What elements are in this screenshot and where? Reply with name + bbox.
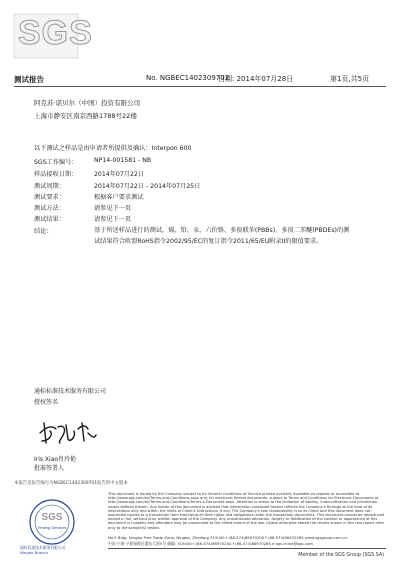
authorized-signature-label: 授权签名	[34, 399, 59, 406]
client-name: 阿克苏·诺贝尔（中国）投资有限公司	[34, 99, 141, 107]
svg-text:SGS: SGS	[41, 512, 63, 523]
handwritten-signature	[36, 419, 100, 447]
seal-center-text: Testing Services	[37, 525, 67, 530]
conclusion-text: 基于所送样品进行的测试，镉、铅、汞、六价铬、多溴联苯(PBBs)、多溴二苯醚(PBDEs)的测试结果符合欧盟RoHS指令2002/95/EC的复订指令2011/65/EU附录II的限值要求。	[94, 227, 350, 245]
row-label: 测试要求：	[34, 194, 65, 201]
row-value: 请参见下一页	[94, 205, 132, 212]
row-label: 测试结果：	[34, 216, 65, 223]
page-indicator: 第1页,共5页	[330, 75, 370, 83]
legal-disclaimer: This document is issued by the Company subject to its General Conditions of Service printed overleaf, available on request or accessible at http://www.sgs.com/en/Terms-and-Conditions.aspx and, for electronic format documents, subject to Terms and Conditions for Electronic Documents at http://www.sgs.com/en/Terms-and-Conditions/Terms-e-Document.aspx. Attention is drawn to the limitation of liability, indemnification and jurisdiction issues defined therein. Any holder of this document is advised that information contained hereon reflects the Company's findings at the time of its intervention only and within the limits of Client's instructions, if any. The Company's sole responsibility is to its Client and this document does not exonerate parties to a transaction from exercising all their rights and obligations under the transaction documents. This document cannot be reproduced except in full, without prior written approval of the Company. Any unauthorized alteration, forgery or falsification of the content or appearance of this document is unlawful and offenders may be prosecuted to the fullest extent of the law. Unless otherwise stated the results shown in this test report refer only to the sample(s) tested.	[108, 492, 385, 530]
row-value: 2014年07月22日 - 2014年07月25日	[94, 183, 201, 190]
row-value: NP14-001581 - NB	[94, 157, 152, 164]
report-number: No. NGBEC1402309702	[146, 74, 230, 82]
logo-text: SGS	[18, 14, 93, 52]
signer-name: Iris Xiao肖玲艳	[34, 456, 77, 463]
header-divider	[14, 86, 386, 87]
sgs-group-membership: Member of the SGS Group (SGS SA)	[298, 553, 384, 558]
signer-role: 批准签署人	[34, 465, 65, 472]
seal-line-en: Ningbo Branch	[20, 550, 49, 555]
row-value: 根据客户要求测试	[94, 194, 144, 201]
row-value: 请参见下一页	[94, 216, 132, 223]
sample-intro: 以下测试之样品是由申请者所提供及确认：Interpon 600	[34, 145, 192, 152]
sgs-logo	[12, 12, 93, 60]
report-title: 测试报告	[14, 75, 44, 84]
testing-services-seal	[20, 496, 84, 552]
version-note: 本报告是报告编号为NGBEC1402309701报告的中文版本	[14, 481, 128, 486]
address-english: No.5 Bldg, Ningbo Free Trade Zone, Ningbo, Zhejiang 315040 t (86-574)86970200 f (86-574)86970265 www.sgsgroup.com.cn	[108, 535, 348, 540]
row-value: 2014年07月22日	[94, 171, 145, 178]
report-date: 日期: 2014年07月28日	[218, 75, 294, 83]
seal-caption	[20, 545, 92, 555]
client-address: 上海市静安区南京西路1788号22楼	[34, 112, 137, 120]
conclusion-label: 结论：	[34, 228, 53, 235]
row-label: SGS工作编号：	[34, 159, 78, 166]
issuer-company: 通标标准技术服务有限公司	[34, 388, 107, 395]
row-label: 样品接收日期：	[34, 171, 78, 178]
footer-divider	[108, 548, 386, 549]
address-chinese: 中国·宁波·宁波保税区港东大道5号 邮编: 315040 t (86-574)86970200 f (86-574)86970265 e sgs.china@sgs.com	[108, 541, 313, 546]
row-label: 测试周期：	[34, 183, 65, 190]
seal-line-cn: 通标标准技术服务有限公司	[20, 545, 66, 550]
row-label: 测试方法：	[34, 205, 65, 212]
